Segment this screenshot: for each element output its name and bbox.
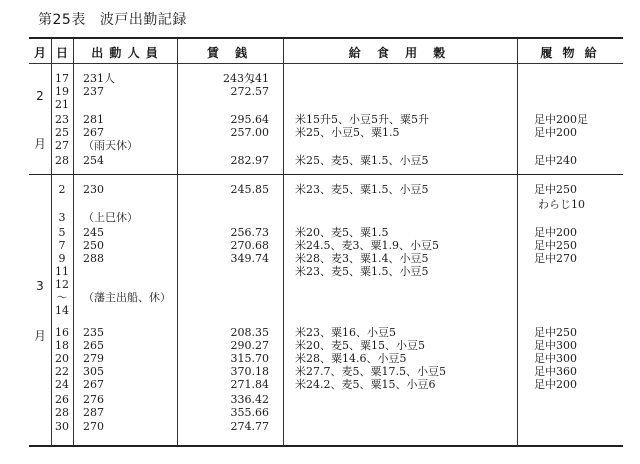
cell-wage: 315.70 (230, 352, 269, 365)
table-caption (38, 9, 187, 29)
cell-wage: 256.73 (230, 226, 269, 239)
cell-food: 米24.5、麦3、粟1.9、小豆5 (295, 239, 439, 252)
cell-attendees: 265 (83, 339, 104, 352)
table-row (29, 140, 623, 152)
cell-shoes: 足中200 (534, 226, 577, 239)
cell-wage: 272.57 (230, 85, 269, 98)
cell-attendees: 245 (83, 226, 104, 239)
table-title: 波戸出勤記録 (99, 12, 187, 28)
table-number: 第25表 (38, 12, 86, 28)
table-row (29, 279, 623, 291)
cell-food: 米23、麦5、粟1.5、小豆5 (295, 183, 429, 196)
cell-day: 7 (58, 239, 66, 252)
cell-attendees: （雨天休） (83, 139, 138, 152)
header-month: 月 (33, 46, 46, 60)
cell-food: 米28、麦3、粟1.4、小豆5 (295, 252, 429, 265)
header-day: 日 (55, 46, 68, 60)
cell-wage: 295.64 (230, 113, 269, 126)
cell-shoes: 足中360 (534, 365, 577, 378)
cell-day: 30 (55, 420, 69, 433)
cell-attendees: 281 (83, 113, 104, 126)
header-food: 給 食 用 穀 (348, 46, 452, 60)
cell-day: 5 (58, 226, 66, 239)
cell-day: 20 (55, 352, 69, 365)
cell-day: 28 (55, 406, 69, 419)
table-row (29, 99, 623, 111)
table-row (29, 73, 623, 85)
cell-wage: 274.77 (230, 420, 269, 433)
cell-shoes: 足中300 (534, 339, 577, 352)
cell-attendees: 267 (83, 378, 104, 391)
cell-day: 18 (55, 339, 69, 352)
cell-attendees: 237 (83, 85, 104, 98)
cell-shoes: 足中270 (534, 252, 577, 265)
table-row (29, 305, 623, 317)
cell-shoes: 足中200足 (534, 113, 588, 126)
cell-attendees: 267 (83, 126, 104, 139)
cell-food: 米20、麦5、粟15、小豆5 (295, 339, 425, 352)
table-row (29, 127, 623, 139)
table-row (29, 340, 623, 352)
table-row (29, 379, 623, 391)
cell-wage: 349.74 (230, 252, 269, 265)
cell-day: 21 (55, 98, 69, 111)
cell-wage: 270.68 (230, 239, 269, 252)
cell-wage: 245.85 (230, 183, 269, 196)
cell-attendees: 305 (83, 365, 104, 378)
cell-shoes: 足中250 (534, 183, 577, 196)
cell-shoes: 足中300 (534, 352, 577, 365)
cell-day: 16 (55, 326, 69, 339)
cell-attendees: 230 (83, 183, 104, 196)
table-row (29, 366, 623, 378)
cell-food: 米25、小豆5、粟1.5 (295, 126, 400, 139)
month-unit-mar: 月 (33, 329, 46, 343)
cell-shoes: 足中200 (534, 126, 577, 139)
cell-wage: 355.66 (230, 406, 269, 419)
cell-attendees: （藩主出船、休） (83, 291, 171, 304)
cell-food: 米25、麦5、粟1.5、小豆5 (295, 154, 429, 167)
table-row (29, 155, 623, 167)
month-number-feb: 2 (36, 89, 44, 103)
cell-attendees: （上巳休） (83, 211, 138, 224)
cell-attendees: 287 (83, 406, 104, 419)
cell-food: 米23、麦5、粟1.5、小豆5 (295, 265, 429, 278)
cell-attendees: 279 (83, 352, 104, 365)
table-row (29, 227, 623, 239)
cell-day: 3 (58, 211, 66, 224)
month-unit-feb: 月 (33, 137, 46, 151)
cell-day: 17 (55, 72, 69, 85)
cell-attendees: 288 (83, 252, 104, 265)
cell-wage: 208.35 (230, 326, 269, 339)
cell-food: 米23、粟16、小豆5 (295, 326, 396, 339)
table-row (29, 353, 623, 365)
cell-attendees: 276 (83, 393, 104, 406)
cell-food: 米27.7、麦5、粟17.5、小豆5 (295, 365, 446, 378)
table-row (29, 114, 623, 126)
cell-day: 24 (55, 378, 69, 391)
cell-shoes: 足中250 (534, 239, 577, 252)
cell-shoes: わらじ10 (538, 198, 585, 211)
cell-shoes: 足中250 (534, 326, 577, 339)
cell-attendees: 270 (83, 420, 104, 433)
header-shoes: 履 物 給 (540, 46, 600, 60)
table-row (29, 86, 623, 98)
cell-attendees: 231人 (83, 72, 115, 85)
table-row (29, 212, 623, 224)
cell-shoes: 足中240 (534, 154, 577, 167)
cell-day: ～ (56, 291, 68, 304)
cell-day: 9 (58, 252, 66, 265)
cell-day: 14 (55, 304, 69, 317)
cell-day: 28 (55, 154, 69, 167)
header-attendees: 出 動 人 員 (91, 46, 159, 60)
cell-day: 27 (55, 139, 69, 152)
cell-shoes: 足中200 (534, 378, 577, 391)
table-row (29, 421, 623, 433)
table-row (29, 253, 623, 265)
cell-day: 2 (58, 183, 66, 196)
cell-day: 22 (55, 365, 69, 378)
cell-food: 米24.2、麦5、粟15、小豆6 (295, 378, 436, 391)
cell-food: 米20、麦5、粟1.5 (295, 226, 389, 239)
cell-day: 12 (55, 278, 69, 291)
table-row (29, 394, 623, 406)
table-row (29, 327, 623, 339)
cell-food: 米28、粟14.6、小豆5 (295, 352, 407, 365)
table-row (29, 199, 623, 211)
cell-attendees: 250 (83, 239, 104, 252)
month-number-mar: 3 (36, 279, 44, 293)
table-row (29, 292, 623, 304)
cell-day: 19 (55, 85, 69, 98)
cell-wage: 336.42 (230, 393, 269, 406)
cell-wage: 257.00 (230, 126, 269, 139)
cell-day: 26 (55, 393, 69, 406)
table-row (29, 266, 623, 278)
cell-wage: 271.84 (230, 378, 269, 391)
table-row (29, 407, 623, 419)
record-table (29, 37, 623, 447)
table-row (29, 184, 623, 196)
cell-day: 23 (55, 113, 69, 126)
cell-attendees: 235 (83, 326, 104, 339)
cell-attendees: 254 (83, 154, 104, 167)
header-wage: 賃 銭 (206, 46, 254, 60)
cell-wage: 290.27 (230, 339, 269, 352)
table-row (29, 240, 623, 252)
cell-day: 11 (55, 265, 69, 278)
cell-day: 25 (55, 126, 69, 139)
cell-food: 米15升5、小豆5升、粟5升 (295, 113, 429, 126)
header-divider (29, 63, 623, 64)
month-divider (29, 174, 623, 175)
cell-wage: 243匁41 (223, 72, 269, 85)
cell-wage: 370.18 (230, 365, 269, 378)
cell-wage: 282.97 (230, 154, 269, 167)
